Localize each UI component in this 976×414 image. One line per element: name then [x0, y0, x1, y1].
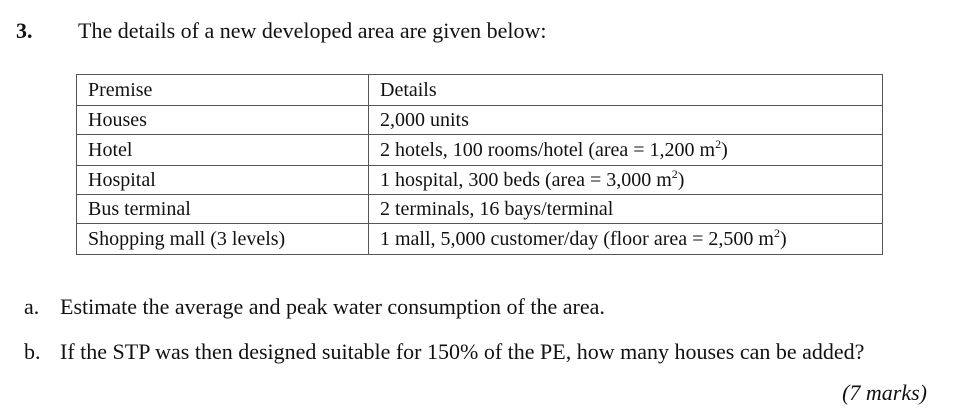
- part-a: [24, 294, 605, 320]
- details-cell: [369, 166, 883, 195]
- details-tail: ): [721, 139, 728, 161]
- premise-cell: Hotel: [77, 135, 369, 166]
- premise-cell: Houses: [77, 106, 369, 135]
- details-text: 2 hotels, 100 rooms/hotel (area = 1,200 m: [380, 139, 716, 161]
- question-number: 3.: [16, 18, 33, 43]
- details-table: [76, 74, 883, 255]
- part-letter: b.: [24, 339, 41, 364]
- table-row: [77, 135, 883, 166]
- table-row: [77, 106, 883, 135]
- part-letter: a.: [24, 294, 40, 319]
- details-cell: [369, 224, 883, 255]
- table-row: [77, 224, 883, 255]
- details-text: 1 hospital, 300 beds (area = 3,000 m: [380, 169, 672, 191]
- details-text: 1 mall, 5,000 customer/day (floor area = 2,500 m: [380, 228, 774, 250]
- table-header-row: [77, 75, 883, 106]
- header-details: Details: [369, 75, 883, 106]
- table-row: [77, 195, 883, 224]
- premise-cell: Hospital: [77, 166, 369, 195]
- question-intro: The details of a new developed area are given below:: [78, 18, 547, 43]
- part-text: If the STP was then designed suitable for 150% of the PE, how many houses can be added?: [60, 339, 865, 364]
- details-cell: [369, 135, 883, 166]
- details-cell: 2 terminals, 16 bays/terminal: [369, 195, 883, 224]
- part-text: Estimate the average and peak water consumption of the area.: [60, 294, 605, 319]
- unit-superscript: 2: [773, 226, 780, 240]
- unit-superscript: 2: [671, 167, 678, 181]
- header-premise: Premise: [77, 75, 369, 106]
- premise-cell: Bus terminal: [77, 195, 369, 224]
- details-tail: ): [779, 228, 787, 250]
- marks-label: (7 marks): [842, 380, 927, 405]
- part-b: [24, 339, 864, 365]
- premise-cell: Shopping mall (3 levels): [77, 224, 369, 255]
- unit-superscript: 2: [715, 137, 722, 151]
- table-row: [77, 166, 883, 195]
- details-cell: 2,000 units: [369, 106, 883, 135]
- details-tail: ): [677, 169, 685, 191]
